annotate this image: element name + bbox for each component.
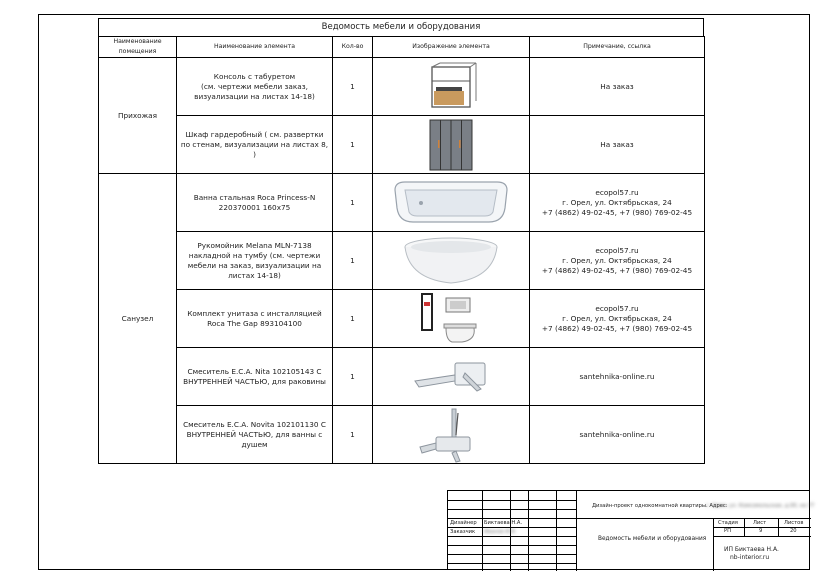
sheet-title: Ведомость мебели и оборудования	[98, 18, 704, 36]
table-row	[99, 58, 705, 116]
element-name: Консоль с табуретом (см. чертежи мебели заказ, визуализации на листах 14-18)	[177, 58, 333, 116]
element-qty: 1	[333, 174, 373, 232]
element-note: santehnika-online.ru	[530, 406, 705, 464]
equipment-table	[98, 36, 705, 464]
project-address: г. Орел, ул. Комсомольская, д.00, кв.77	[706, 503, 815, 509]
col-element: Наименование элемента	[177, 37, 333, 58]
element-note: ecopol57.ru г. Орел, ул. Октябрьская, 24 +7 (4862) 49-02-45, +7 (980) 769-02-45	[530, 290, 705, 348]
element-note: ecopol57.ru г. Орел, ул. Октябрьская, 24 +7 (4862) 49-02-45, +7 (980) 769-02-45	[530, 174, 705, 232]
stage-label: Стадия	[718, 520, 738, 526]
toilet-installation-image	[373, 290, 530, 348]
element-name: Ванна стальная Roca Princess-N 220370001 160x75	[177, 174, 333, 232]
element-name: Смеситель E.C.A. Novita 102101130 С ВНУТРЕННЕЙ ЧАСТЬЮ, для ванны с душем	[177, 406, 333, 464]
element-name: Рукомойник Melana MLN-7138 накладной на тумбу (см. чертежи мебели на заказ, визуализации на листах 14-18)	[177, 232, 333, 290]
company-name: ИП Биктаева Н.А.	[724, 546, 779, 553]
col-image: Изображение элемента	[373, 37, 530, 58]
sheet-name: Ведомость мебели и оборудования	[598, 536, 707, 542]
col-room: Наименование помещения	[99, 37, 177, 58]
table-row	[99, 290, 705, 348]
sheets-value: 20	[790, 528, 797, 534]
element-qty: 1	[333, 406, 373, 464]
console-stool-image	[373, 58, 530, 116]
bath-shower-mixer-image	[373, 406, 530, 464]
basin-mixer-image	[373, 348, 530, 406]
element-note: ecopol57.ru г. Орел, ул. Октябрьская, 24 +7 (4862) 49-02-45, +7 (980) 769-02-45	[530, 232, 705, 290]
element-name: Шкаф гардеробный ( см. развертки по стенам, визуализации на листах 8, )	[177, 116, 333, 174]
stage-value: РП	[724, 528, 732, 534]
wardrobe-image	[373, 116, 530, 174]
washbasin-image	[373, 232, 530, 290]
element-qty: 1	[333, 348, 373, 406]
table-row	[99, 174, 705, 232]
sheets-label: Листов	[784, 520, 804, 526]
element-name: Смеситель E.C.A. Nita 102105143 С ВНУТРЕННЕЙ ЧАСТЬЮ, для раковины	[177, 348, 333, 406]
client-name: Иванов И.И.	[484, 529, 517, 535]
element-note: santehnika-online.ru	[530, 348, 705, 406]
element-qty: 1	[333, 58, 373, 116]
element-note: На заказ	[530, 116, 705, 174]
element-name: Комплект унитаза с инсталляцией Roca The Gap 893104100	[177, 290, 333, 348]
sheet-label: Лист	[753, 520, 767, 526]
project-label: Дизайн-проект однокомнатной квартиры. Адрес:	[592, 503, 728, 509]
element-qty: 1	[333, 232, 373, 290]
element-note: На заказ	[530, 58, 705, 116]
col-qty: Кол-во	[333, 37, 373, 58]
client-role: Заказчик	[450, 529, 476, 535]
designer-name: Биктаева Н.А.	[484, 520, 523, 526]
sheet-value: 9	[759, 528, 763, 534]
title-block	[447, 490, 815, 570]
element-qty: 1	[333, 116, 373, 174]
bathtub-image	[373, 174, 530, 232]
table-row	[99, 116, 705, 174]
room-name-bathroom: Санузел	[99, 174, 177, 464]
col-note: Примечание, ссылка	[530, 37, 705, 58]
element-qty: 1	[333, 290, 373, 348]
company-site: nb-interior.ru	[730, 554, 770, 561]
designer-role: Дизайнер	[450, 520, 477, 526]
table-row	[99, 406, 705, 464]
table-row	[99, 232, 705, 290]
table-header	[99, 37, 705, 58]
table-row	[99, 348, 705, 406]
room-name-hallway: Прихожая	[99, 58, 177, 174]
